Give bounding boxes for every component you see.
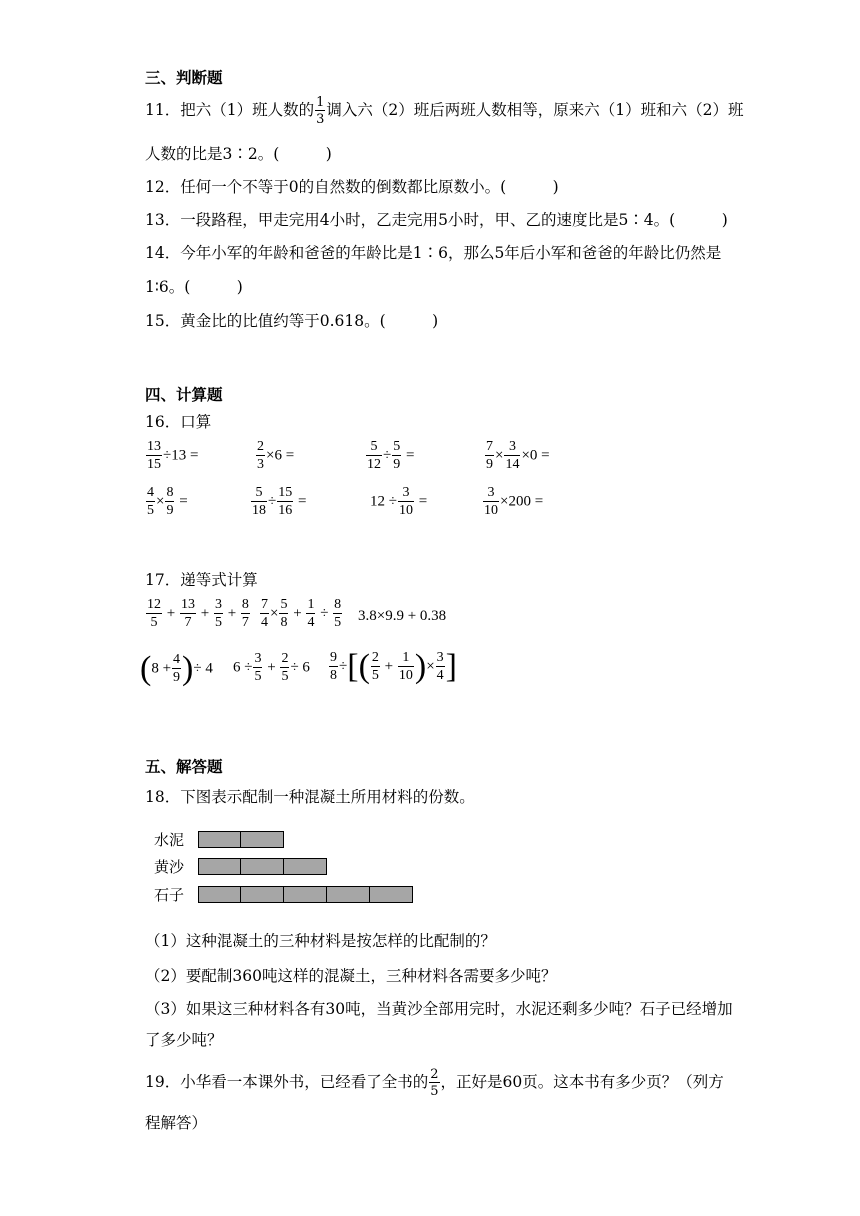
fraction: $\frac{5}{9}$ <box>393 439 401 472</box>
fraction: $\frac{2}{3}$ <box>257 439 264 472</box>
question-14-line1: 14．今年小军的年龄和爸爸的年龄比是1∶6，那么5年后小军和爸爸的年龄比仍然是 <box>145 244 722 262</box>
fraction: $\frac{8}{9}$ <box>166 485 174 518</box>
section-title-judgement: 三、判断题 <box>145 69 223 87</box>
fraction: $\frac{12}{5}$ <box>147 597 161 630</box>
bar-cell <box>327 886 370 903</box>
fraction: $\frac{2}{5}$ <box>281 651 289 684</box>
fraction: $\frac{8}{7}$ <box>241 597 249 630</box>
question-19-line2: 程解答） <box>145 1114 208 1132</box>
diagram-label-cement: 水泥 <box>154 831 185 849</box>
question-18-sub1: （1）这种混凝土的三种材料是按怎样的比配制的？ <box>145 932 496 950</box>
calc-expression-3: 3.8×9.9 + 0.38 <box>358 608 447 624</box>
bar-cell <box>241 886 284 903</box>
oral-item: $\frac{5}{12}$ ÷ $\frac{5}{9}$ = <box>367 439 415 472</box>
fraction: $\frac{9}{8}$ <box>330 650 337 683</box>
bar-cell <box>198 886 241 903</box>
diagram-label-sand: 黄沙 <box>154 858 185 876</box>
oral-item: 12 ÷ $\frac{3}{10}$ = <box>370 485 428 518</box>
oral-item: $\frac{5}{18}$ ÷ $\frac{15}{16}$ = <box>252 485 307 518</box>
oral-item: $\frac{2}{3}$ ×6 = <box>257 439 295 472</box>
fraction: $\frac{3}{5}$ <box>214 597 222 630</box>
question-18-sub2: （2）要配制360吨这样的混凝土，三种材料各需要多少吨？ <box>145 967 557 985</box>
fraction: $\frac{1}{4}$ <box>307 597 315 630</box>
question-19-line1: 19．小华看一本课外书，已经看了全书的 $\frac{2}{5}$ ，正好是60页。这本书有多少页？（列方 <box>145 1067 724 1099</box>
fraction: $\frac{5}{12}$ <box>367 439 381 472</box>
fraction: $\frac{5}{8}$ <box>280 597 288 630</box>
bar-cell <box>241 831 284 848</box>
question-14-line2: 1∶6。( ) <box>145 278 243 296</box>
question-12: 12．任何一个不等于0的自然数的倒数都比原数小。( ) <box>145 178 559 196</box>
fraction: $\frac{3}{14}$ <box>505 439 520 472</box>
diagram-label-stone: 石子 <box>154 886 185 904</box>
oral-item: $\frac{13}{15}$ ÷13 = <box>147 439 199 472</box>
fraction: $\frac{3}{5}$ <box>254 651 262 684</box>
bar-cell <box>284 886 327 903</box>
fraction: $\frac{15}{16}$ <box>278 485 293 518</box>
fraction: $\frac{2}{5}$ <box>371 650 379 683</box>
fraction: $\frac{13}{15}$ <box>147 439 161 472</box>
bar-cell <box>198 831 241 848</box>
question-11-line2: 人数的比是3∶2。( ) <box>145 145 332 163</box>
question-18-sub3-line1: （3）如果这三种材料各有30吨，当黄沙全部用完时，水泥还剩多少吨？石子已经增加 <box>145 1000 733 1018</box>
question-15: 15．黄金比的比值约等于0.618。( ) <box>145 312 439 330</box>
calc-expression-1: $\frac{12}{5}$ + $\frac{13}{7}$ + $\frac{3}{5}$ + $\frac{8}{7}$ <box>147 597 249 630</box>
bar-cell <box>284 858 327 875</box>
question-18: 18．下图表示配制一种混凝土所用材料的份数。 <box>145 788 475 806</box>
fraction: $\frac{4}{5}$ <box>147 485 154 518</box>
oral-item: $\frac{4}{5}$ × $\frac{8}{9}$ = <box>147 485 188 518</box>
fraction: $\frac{1}{3}$ <box>316 95 325 127</box>
fraction: $\frac{4}{9}$ <box>173 652 181 685</box>
fraction: $\frac{7}{4}$ <box>261 597 268 630</box>
question-13: 13．一段路程，甲走完用4小时，乙走完用5小时，甲、乙的速度比是5∶4。( ) <box>145 211 728 229</box>
bar-cell <box>198 858 241 875</box>
question-17: 17．递等式计算 <box>145 571 258 589</box>
question-16: 16．口算 <box>145 413 212 431</box>
calc-expression-2: $\frac{7}{4}$ × $\frac{5}{8}$ + $\frac{1}{4}$ ÷ $\frac{8}{5}$ <box>261 597 342 630</box>
fraction: $\frac{1}{10}$ <box>398 650 413 683</box>
fraction: $\frac{3}{10}$ <box>484 485 498 518</box>
section-title-answers: 五、解答题 <box>145 758 223 776</box>
oral-item: $\frac{7}{9}$ × $\frac{3}{14}$ ×0 = <box>486 439 550 472</box>
calc-expression-5: 6 ÷ $\frac{3}{5}$ + $\frac{2}{5}$ ÷ 6 <box>233 651 310 684</box>
bar-cell <box>370 886 413 903</box>
fraction: $\frac{8}{5}$ <box>334 597 342 630</box>
fraction: $\frac{2}{5}$ <box>430 1067 439 1099</box>
fraction: $\frac{3}{4}$ <box>436 650 444 683</box>
oral-item: $\frac{3}{10}$ ×200 = <box>484 485 544 518</box>
question-18-sub3-line2: 了多少吨？ <box>145 1031 223 1049</box>
fraction: $\frac{3}{10}$ <box>398 485 413 518</box>
calc-expression-6: $\frac{9}{8}$ ÷[( $\frac{2}{5}$ + $\frac{1}{10}$ )× $\frac{3}{4}$ ] <box>330 648 457 685</box>
section-title-calculation: 四、计算题 <box>145 386 223 404</box>
bar-cell <box>241 858 284 875</box>
fraction: $\frac{7}{9}$ <box>486 439 493 472</box>
calc-expression-4: (8 + $\frac{4}{9}$ )÷ 4 <box>140 650 213 687</box>
fraction: $\frac{5}{18}$ <box>252 485 266 518</box>
fraction: $\frac{13}{7}$ <box>180 597 195 630</box>
question-11-line1: 11．把六（1）班人数的 $\frac{1}{3}$ 调入六（2）班后两班人数相等，原来六（1）班和六（2）班 <box>145 95 744 127</box>
